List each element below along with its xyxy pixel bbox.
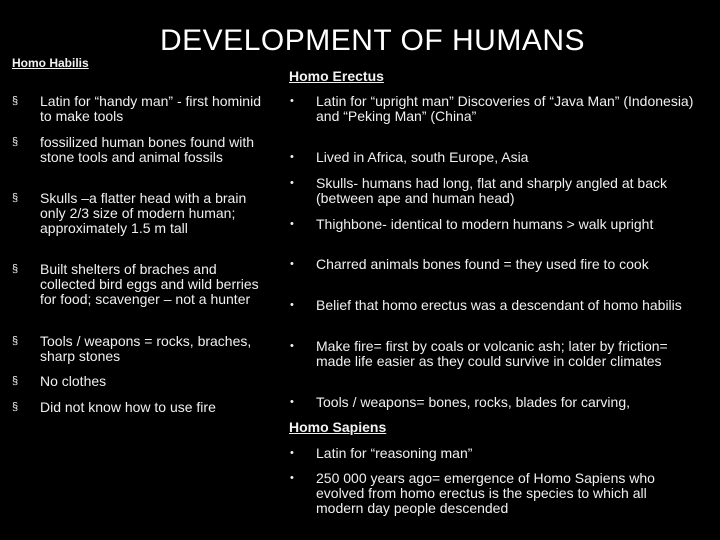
list-item-text: Skulls- humans had long, flat and sharply angled at back (between ape and human head) (316, 175, 667, 206)
bullet-icon: • (290, 396, 294, 408)
bullet-icon: • (290, 218, 294, 230)
bullet-icon: • (290, 95, 294, 107)
list-item (290, 470, 696, 516)
bullet-icon: § (12, 335, 19, 347)
list-item (12, 190, 270, 236)
bullet-icon: • (290, 447, 294, 459)
list-item-text: Charred animals bones found = they used fire to cook (316, 256, 649, 272)
list-item (12, 93, 270, 124)
list-item (12, 134, 270, 165)
list-item (12, 333, 270, 364)
list-item-text: Lived in Africa, south Europe, Asia (316, 149, 529, 165)
list-item (290, 175, 696, 206)
bullet-icon: § (12, 375, 19, 387)
list-item-text: Tools / weapons= bones, rocks, blades for carving, (316, 394, 631, 410)
list-item (12, 373, 270, 389)
list-item (290, 216, 696, 232)
list-item (290, 445, 696, 461)
bullet-icon: § (12, 192, 19, 204)
list-item (290, 297, 696, 313)
list-item-text: Thighbone- identical to modern humans > walk upright (316, 216, 654, 232)
bullet-icon: • (290, 340, 294, 352)
list-item-text: 250 000 years ago= emergence of Homo Sapiens who evolved from homo erectus is the species to which all modern day people descended (316, 470, 655, 516)
list-item (12, 399, 270, 415)
bullet-icon: • (290, 177, 294, 189)
list-item-text: Skulls –a flatter head with a brain only 2/3 size of modern human; approximately 1.5 m tall (40, 190, 247, 236)
list-item (290, 394, 696, 410)
list-item-text: Tools / weapons = rocks, braches, sharp stones (40, 333, 252, 364)
bullet-icon: § (12, 136, 19, 148)
bullet-icon: § (12, 263, 19, 275)
list-item (290, 256, 696, 272)
list-item-text: Make fire= first by coals or volcanic ash; later by friction= made life easier as they could survive in colder climates (316, 338, 668, 369)
bullet-icon: • (290, 299, 294, 311)
list-item (290, 338, 696, 369)
page-title: DEVELOPMENT OF HUMANS (160, 24, 586, 57)
list-item (12, 261, 270, 307)
bullet-icon: • (290, 258, 294, 270)
list-item-text: Did not know how to use fire (40, 399, 216, 415)
bullet-icon: § (12, 401, 19, 413)
homo-habilis-heading: Homo Habilis (12, 56, 89, 70)
homo-sapiens-heading: Homo Sapiens (289, 419, 387, 435)
homo-erectus-heading: Homo Erectus (289, 68, 384, 84)
list-item-text: Latin for “upright man” Discoveries of “Java Man” (Indonesia) and “Peking Man” (China” (316, 93, 694, 124)
bullet-icon: • (290, 151, 294, 163)
list-item-text: Latin for “reasoning man” (316, 445, 473, 461)
list-item-text: fossilized human bones found with stone tools and animal fossils (40, 134, 255, 165)
bullet-icon: • (290, 472, 294, 484)
list-item-text: Latin for “handy man” - first hominid to make tools (40, 93, 261, 124)
list-item-text: Built shelters of braches and collected bird eggs and wild berries for food; scavenger – not a hunter (40, 261, 259, 307)
list-item-text: No clothes (40, 373, 107, 389)
list-item-text: Belief that homo erectus was a descendant of homo habilis (316, 297, 682, 313)
list-item (290, 93, 696, 124)
bullet-icon: § (12, 95, 19, 107)
list-item (290, 149, 696, 165)
